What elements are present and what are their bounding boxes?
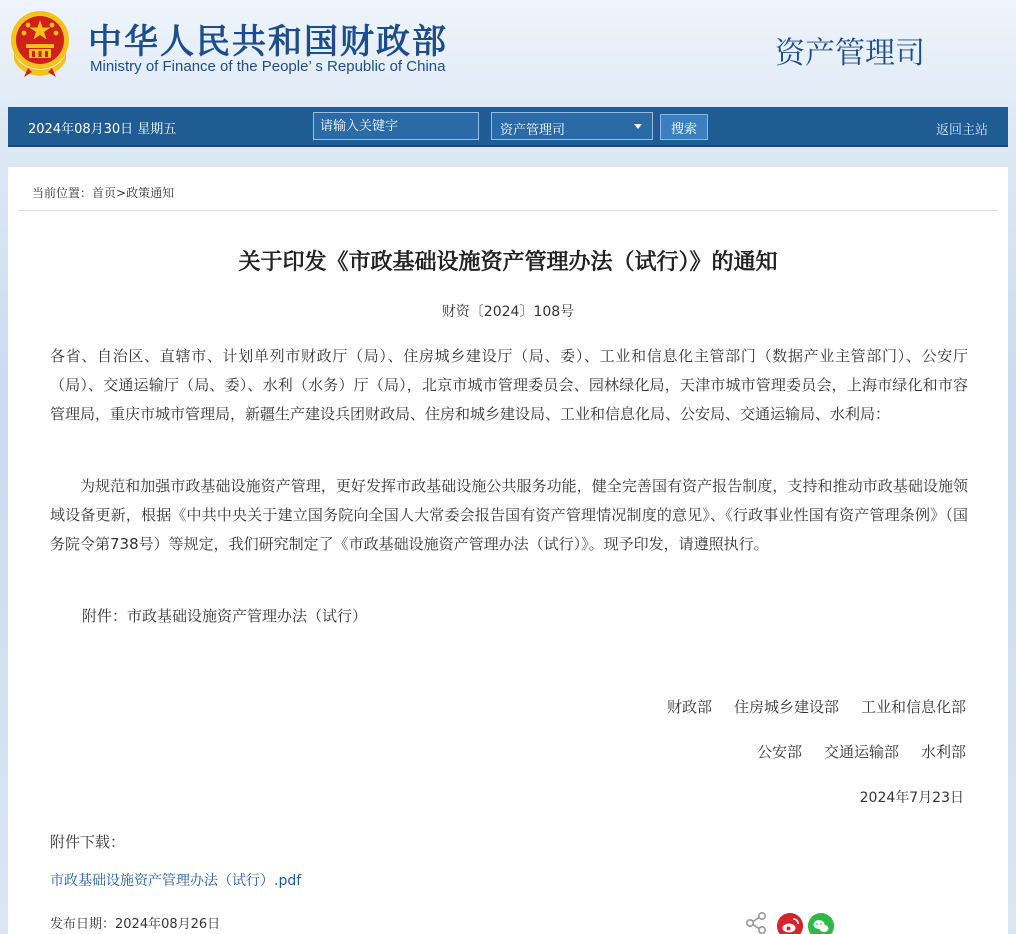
department-select-value: 资产管理司 [500,123,566,138]
signer: 公安部 [756,743,802,761]
breadcrumb-current-link[interactable]: 政策通知 [126,186,175,200]
breadcrumb-home-link[interactable]: 首页 [92,186,117,200]
breadcrumb-prefix: 当前位置： [32,186,93,200]
wechat-icon[interactable] [808,913,834,934]
attachment-note: 附件：市政基础设施资产管理办法（试行） [82,607,368,625]
body-paragraph: 为规范和加强市政基础设施资产管理，更好发挥市政基础设施公共服务功能，健全完善国有资产报告制度，支持和推动市政基础设施领域设备更新，根据《中共中央关于建立国务院向全国人大常委会报告国有资产管理情况制度的意见》、《行政事业性国有资产管理条例》（国务院令第738号）等规定，我们研究制定了《市政基础设施资产管理办法（试行）》。现予印发，请遵照执行。 [50,477,968,553]
publish-date: 发布日期：2024年08月26日 [50,917,221,932]
site-header [0,0,1016,100]
search-input[interactable] [313,112,479,140]
breadcrumb-separator: > [116,186,127,200]
national-emblem-icon [8,8,72,78]
weibo-icon[interactable] [777,913,803,934]
article-title: 关于印发《市政基础设施资产管理办法（试行）》的通知 [238,250,778,275]
breadcrumb [32,184,174,201]
share-icon[interactable] [744,911,768,934]
divider [18,210,998,211]
article-panel [8,167,1008,934]
signers-row-2 [735,741,966,762]
signer: 交通运输部 [823,743,899,761]
nav-bar [8,107,1008,147]
signers-row-1 [645,696,966,717]
signer: 住房城乡建设部 [733,698,839,716]
signer: 财政部 [666,698,712,716]
signer: 工业和信息化部 [860,698,966,716]
attachment-download-link[interactable]: 市政基础设施资产管理办法（试行）.pdf [50,873,302,889]
department-select[interactable] [491,112,653,140]
document-number: 财资〔2024〕108号 [441,304,575,320]
search-button[interactable]: 搜索 [660,114,708,140]
download-label: 附件下载： [50,833,126,851]
return-home-link[interactable]: 返回主站 [935,123,988,138]
ministry-name-cn: 中华人民共和国财政部 [88,22,448,62]
current-date: 2024年08月30日 星期五 [28,122,177,137]
sign-date: 2024年7月23日 [859,790,964,806]
department-name: 资产管理司 [775,36,925,71]
recipients-paragraph: 各省、自治区、直辖市、计划单列市财政厅（局）、住房城乡建设厅（局、委）、工业和信息化主管部门（数据产业主管部门）、公安厅（局）、交通运输厅（局、委）、水利（水务）厅（局），北京市城市管理委员会、园林绿化局，天津市城市管理委员会，上海市绿化和市容管理局，重庆市城市管理局，新疆生产建设兵团财政局、住房和城乡建设局、工业和信息化局、公安局、交通运输局、水利局： [50,347,968,423]
signer: 水利部 [920,743,966,761]
chevron-down-icon [634,124,642,129]
ministry-name-en: Ministry of Finance of the People’ s Republic of China [90,58,446,75]
